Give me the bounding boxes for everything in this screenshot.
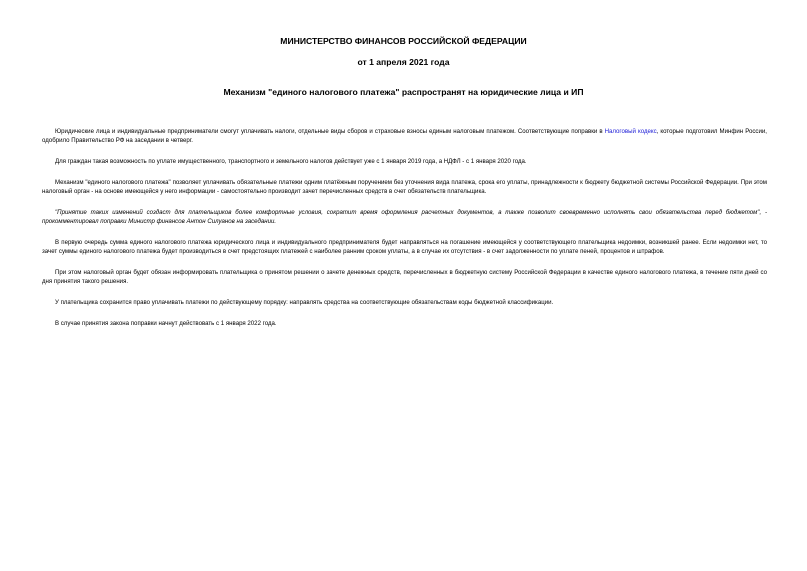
article-body: [42, 127, 767, 340]
paragraph-1-text-after: , которые подготовил Минфин России, одобрило Правительство РФ на заседании в четверг.: [42, 128, 767, 144]
paragraph-5: В первую очередь сумма единого налогового платежа юридического лица и индивидуального предпринимателя будет направляться на погашение имеющейся у соответствующего плательщика недоимки, возникшей ранее. Если недоимки нет, то зачет суммы единого налогового платежа будет производиться в счет предстоящих платежей с наиболее ранним сроком уплаты, а в случае их отсутствия - в счет задолженности по уплате пеней, процентов и штрафов.: [42, 239, 767, 255]
date-heading: от 1 апреля 2021 года: [357, 57, 450, 67]
paragraph-4-quote: "Принятие таких изменений создаст для плательщиков более комфортные условия, сократит время оформления расчетных документов, а также позволит своевременно исполнять свои обязательства перед бюджетом", - прокомментировал поправки Министр финансов Антон Силуанов на заседании.: [42, 209, 767, 225]
paragraph-7: У плательщика сохранится право уплачивать платежи по действующему порядку: направлять средства на соответствующие обязательствам коды бюджетной классификации.: [55, 299, 554, 306]
paragraph-3: Механизм "единого налогового платежа" позволяет уплачивать обязательные платежи одним платёжным поручением без уточнения вида платежа, срока его уплаты, принадлежности к бюджету бюджетной системы Российской Федерации. При этом налоговый орган - на основе имеющейся у него информации - самостоятельно производит зачет перечисленных средств в счет обязательств плательщика.: [42, 179, 767, 195]
article-title: Механизм "единого налогового платежа" распространят на юридические лица и ИП: [223, 87, 584, 97]
paragraph-8: В случае принятия закона поправки начнут действовать с 1 января 2022 года.: [55, 320, 277, 327]
ministry-heading: МИНИСТЕРСТВО ФИНАНСОВ РОССИЙСКОЙ ФЕДЕРАЦИИ: [280, 36, 527, 46]
tax-code-link[interactable]: Налоговый кодекс: [604, 128, 657, 135]
paragraph-2: Для граждан такая возможность по уплате имущественного, транспортного и земельного налогов действует уже с 1 января 2019 года, а НДФЛ - с 1 января 2020 года.: [55, 158, 527, 165]
paragraph-1: [42, 127, 767, 145]
paragraph-1-text-before: Юридические лица и индивидуальные предприниматели смогут уплачивать налоги, отдельные виды сборов и страховые взносы единым налоговым платежом. Соответствующие поправки в: [55, 128, 605, 135]
paragraph-6: При этом налоговый орган будет обязан информировать плательщика о принятом решении о зачете денежных средств, перечисленных в бюджетную систему Российской Федерации в качестве единого налогового платежа, в течение пяти дней со дня принятия такого решения.: [42, 269, 767, 285]
